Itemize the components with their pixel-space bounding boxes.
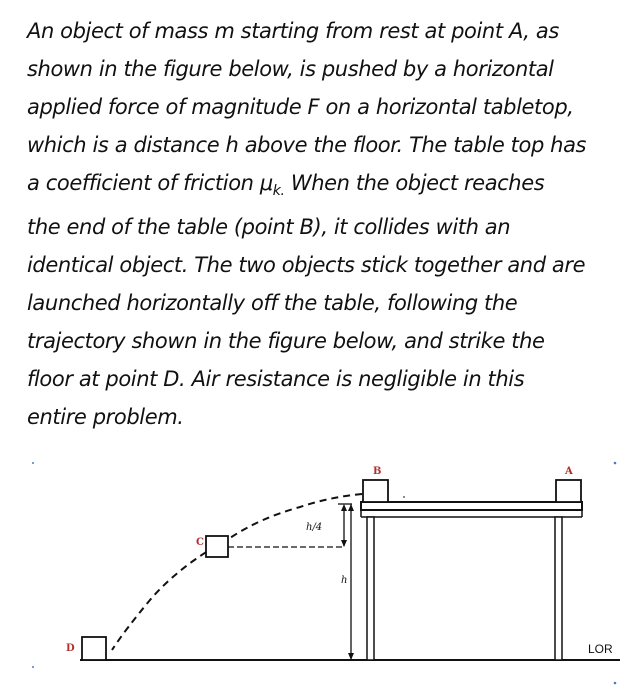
corner-dot <box>32 666 34 668</box>
box-d <box>82 637 106 660</box>
problem-statement <box>27 12 627 436</box>
problem-line: applied force of magnitude F on a horizontal tabletop, <box>27 95 574 119</box>
problem-line: trajectory shown in the figure below, and strike the <box>27 329 545 353</box>
problem-line: which is a distance h above the floor. The table top has <box>27 133 587 157</box>
problem-line: launched horizontally off the table, following the <box>27 291 518 315</box>
trajectory-path <box>112 494 362 650</box>
problem-line: shown in the figure below, is pushed by a horizontal <box>27 57 554 81</box>
projectile-figure <box>0 440 643 700</box>
table-top <box>361 502 582 510</box>
label-h: h <box>341 575 348 586</box>
box-b <box>363 480 388 502</box>
label-h-quarter: h/4 <box>306 522 323 533</box>
arrowhead-up-icon <box>341 504 347 511</box>
problem-line: floor at point D. Air resistance is negligible in this <box>27 367 525 391</box>
problem-line: An object of mass m starting from rest at point A, as <box>27 19 559 43</box>
label-b: B <box>373 466 382 477</box>
problem-line <box>27 164 627 202</box>
label-lor: LOR <box>588 642 613 656</box>
arrowhead-down-icon <box>341 540 347 547</box>
box-a <box>556 480 581 502</box>
table-dot <box>403 496 405 498</box>
arrowhead-up-icon <box>348 504 354 511</box>
mu-symbol: μ <box>259 171 273 195</box>
corner-dot <box>32 462 34 464</box>
corner-dot <box>614 682 617 685</box>
corner-dot <box>614 462 617 465</box>
problem-line-tail: When the object reaches <box>284 171 545 195</box>
arrowhead-down-icon <box>348 653 354 660</box>
problem-line-text: a coefficient of friction <box>27 171 260 195</box>
problem-line: identical object. The two objects stick together and are <box>27 253 586 277</box>
problem-line: the end of the table (point B), it collides with an <box>27 215 511 239</box>
problem-line: entire problem. <box>27 405 184 429</box>
table-leg-right <box>555 517 562 660</box>
label-c: C <box>196 537 204 548</box>
mu-subscript: k. <box>272 183 285 199</box>
table-leg-left <box>367 517 374 660</box>
box-c <box>206 536 228 557</box>
label-d: D <box>66 643 75 654</box>
label-a: A <box>565 466 573 477</box>
